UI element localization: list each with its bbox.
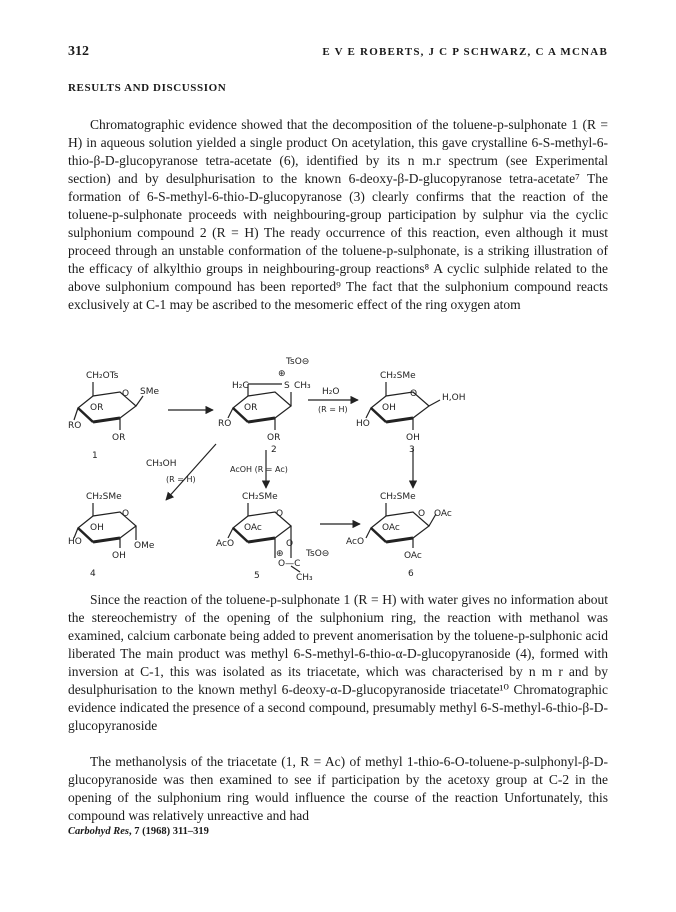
section-heading: RESULTS AND DISCUSSION xyxy=(68,82,227,94)
compound-1-structure xyxy=(74,382,143,430)
c3-ch2sme: CH₂SMe xyxy=(380,371,416,381)
c3-oh-bottom: OH xyxy=(406,433,420,443)
c4-oh: OH xyxy=(90,523,104,533)
c1-or: OR xyxy=(90,403,104,413)
compound-number-2: 2 xyxy=(271,445,277,455)
c2-h2c: H₂C xyxy=(232,381,249,391)
compound-6-structure xyxy=(366,503,436,548)
c3-h-oh: H,OH xyxy=(442,393,466,403)
c4-ome: OMe xyxy=(134,541,155,551)
arrow-2-5-label: AcOH (R = Ac) xyxy=(230,465,288,474)
paragraph-3: The methanolysis of the triacetate (1, R = Ac) of methyl 1-thio-6-O-toluene-p-sulphonyl-β-D-glucopyranoside was then examined to see if participation by the acetoxy group at C-2 in the opening of the sulphonium ring would influence the course of the reaction Unfortunately, this compound was relatively unreactive and had xyxy=(68,754,608,823)
c6-oac-bottom: OAc xyxy=(404,551,422,561)
c3-oh: OH xyxy=(382,403,396,413)
c4-ho: HO xyxy=(68,537,82,547)
c2-or-bottom: OR xyxy=(267,433,281,443)
reaction-scheme xyxy=(68,348,608,584)
c2-ro: RO xyxy=(218,419,232,429)
compound-number-4: 4 xyxy=(90,569,96,579)
c2-ch3: CH₃ xyxy=(294,381,311,391)
c5-o-upper: O xyxy=(286,539,294,549)
compound-number-3: 3 xyxy=(409,445,415,455)
c1-ch2ots: CH₂OTs xyxy=(86,371,119,381)
c4-ring-o: O xyxy=(122,509,130,519)
page-header xyxy=(68,44,608,64)
paragraph-1: Chromatographic evidence showed that the decomposition of the toluene-p-sulphonate 1 (R = H) in aqueous solution yielded a single product On acetylation, this gave crystalline 6-S-methyl-6-thio-β-D-glucopyranose tetra-acetate (6), identified by its n m.r spectrum (see Experimental section) and by desulphurisation to the known 6-deoxy-β-D-glucopyranose tetra-acetate⁷ The formation of 6-S-methyl-6-thio-D-glucopyranose (3) clearly confirms that the reaction of the toluene-p-sulphonate proceeds with neighbouring-group participation by sulphur via the cyclic sulphonium compound 2 (R = H) The ready occurrence of this reaction, even although it must proceed through an unstable conformation of the toluene-p-sulphonate, is a striking illustration of the efficacy of alkylthio groups in neighbouring-group reactions⁸ A cyclic sulphide related to the above sulphonium compound has been reported⁹ The fact that the sulphonium compound reacts exclusively at C-1 may be ascribed to the mesomeric effect of the ring oxygen atom xyxy=(68,117,608,312)
footer-citation: , 7 (1968) 311–319 xyxy=(128,826,209,837)
c5-ch2sme: CH₂SMe xyxy=(242,492,278,502)
c3-ring-o: O xyxy=(410,389,418,399)
page-footer xyxy=(68,826,209,837)
c6-ch2sme: CH₂SMe xyxy=(380,492,416,502)
c1-ro: RO xyxy=(68,421,82,431)
arrow-1-to-4 xyxy=(166,444,216,500)
c2-tso: TsO⊖ xyxy=(286,357,310,367)
c6-ring-o: O xyxy=(418,509,426,519)
c4-ch2sme: CH₂SMe xyxy=(86,492,122,502)
compound-number-5: 5 xyxy=(254,571,260,581)
c6-oac-right: OAc xyxy=(434,509,452,519)
arrow-2-3-bottom-label: (R = H) xyxy=(318,405,348,414)
compound-number-6: 6 xyxy=(408,569,414,579)
arrow-2-3-top-label: H₂O xyxy=(322,387,340,397)
c2-s: S xyxy=(284,381,290,391)
arrow-1-4-bottom-label: (R = H) xyxy=(166,475,196,484)
c6-oac: OAc xyxy=(382,523,400,533)
c1-ring-o: O xyxy=(122,389,130,399)
running-head: E V E ROBERTS, J C P SCHWARZ, C A MCNAB xyxy=(322,46,608,58)
c5-ch3: CH₃ xyxy=(296,573,313,583)
paragraph-2: Since the reaction of the toluene-p-sulphonate 1 (R = H) with water gives no information about the stereochemistry of the opening of the sulphonium ring, the reaction with methanol was examined, calcium carbonate being added to prevent anomerisation by the toluene-p-sulphonic acid liberated The main product was methyl 6-S-methyl-6-thio-α-D-glucopyranoside (4), formed with inversion at C-1, this was isolated as its triacetate, which was characterised by n m r and by desulphurisation to the known methyl 6-deoxy-α-D-glucopyranoside triacetate¹⁰ Chromatographic evidence indicated the presence of a second compound, presumably methyl 6-S-methyl-6-thio-β-D-glucopyranoside xyxy=(68,592,608,733)
c6-aco: AcO xyxy=(346,537,365,547)
c5-tso: TsO⊖ xyxy=(306,549,330,559)
arrow-1-4-top-label: CH₃OH xyxy=(146,459,177,469)
compound-number-1: 1 xyxy=(92,451,98,461)
c3-ho: HO xyxy=(356,419,370,429)
page-number: 312 xyxy=(68,44,89,59)
compound-3-structure xyxy=(366,382,440,430)
c2-charge: ⊕ xyxy=(278,369,286,379)
c4-oh-bottom: OH xyxy=(112,551,126,561)
c5-ring-o: O xyxy=(276,509,284,519)
c2-or: OR xyxy=(244,403,258,413)
c5-plus: ⊕ xyxy=(276,549,284,559)
c5-o-c: O—C xyxy=(278,559,301,569)
c1-or-bottom: OR xyxy=(112,433,126,443)
c5-oac: OAc xyxy=(244,523,262,533)
c1-sme: SMe xyxy=(140,387,160,397)
c5-aco: AcO xyxy=(216,539,235,549)
footer-journal: Carbohyd Res xyxy=(68,826,129,837)
